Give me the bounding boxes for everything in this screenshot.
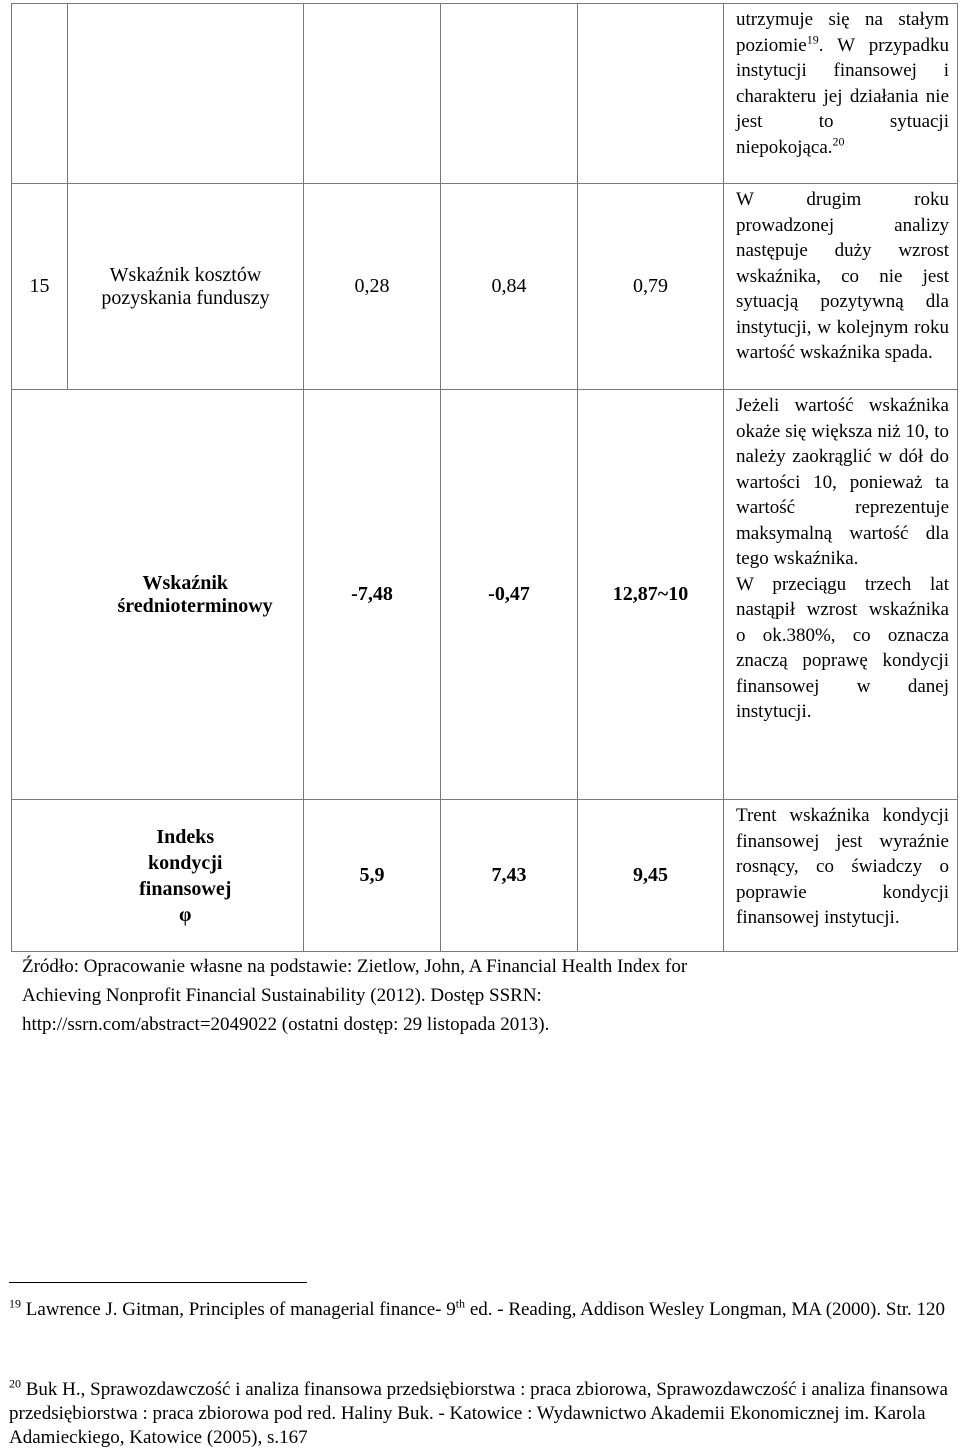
comment-cell: Trent wskaźnika kondycji finansowej jest wyraźnie rosnący, co świadczy o poprawie kondycji finansowej instytucji. [724,800,958,952]
footnote-text: ed. - Reading, Addison Wesley Longman, MA (2000). Str. 120 [465,1299,946,1320]
indicator-name-line: kondycji [148,851,223,874]
indicator-table [11,3,958,952]
source-line: http://ssrn.com/abstract=2049022 (ostatni dostęp: 29 listopada 2013). [22,1014,550,1035]
comment-text: . W przypadku instytucji finansowej i charakteru jej działania nie jest to sytuacji niepokojąca. [736,34,949,158]
footnote-separator [9,1282,307,1283]
source-line: Źródło: Opracowanie własne na podstawie: Zietlow, John, A Financial Health Index for [22,956,688,977]
table-row [12,800,958,952]
table-source-note [22,952,842,1039]
comment-cell [724,390,958,800]
value-cell: 5,9 [304,800,441,952]
footnote-ref: 20 [832,134,845,149]
source-line: Achieving Nonprofit Financial Sustainability (2012). Dostęp SSRN: [22,985,542,1006]
row-number-cell [12,4,68,184]
comment-cell [724,4,958,184]
comment-cell: W drugim roku prowadzonej analizy następuje duży wzrost wskaźnika, co nie jest sytuacją pozytywną dla instytucji, w kolejnym roku wartość wskaźnika spada. [724,184,958,390]
value-cell: 9,45 [578,800,724,952]
value-cell: -7,48 [304,390,441,800]
value-cell [578,4,724,184]
value-cell: 0,79 [578,184,724,390]
indicator-name-cell: Wskaźnik kosztów pozyskania funduszy [68,184,304,390]
value-cell [441,4,578,184]
comment-text: W przeciągu trzech lat nastąpił wzrost wskaźnika o ok.380%, co oznacza znaczą poprawę kondycji finansowej w danej instytucji. [736,573,949,722]
indicator-name-line: finansowej [139,877,232,900]
footnote-19 [9,1298,954,1322]
table-row [12,390,958,800]
row-number-cell [12,390,68,800]
footnote-number: 19 [9,1296,21,1311]
footnote-superscript: th [455,1296,466,1311]
indicator-name-cell: Wskaźnik średnioterminowy [68,390,304,800]
value-cell: 0,84 [441,184,578,390]
indicator-name-line: φ [179,903,192,926]
value-cell [304,4,441,184]
footnote-text: Buk H., Sprawozdawczość i analiza finansowa przedsiębiorstwa : praca zbiorowa, Sprawozdawczość i analiza finansowa przedsiębiorstwa : praca zbiorowa pod red. Haliny Buk. - Katowice : Wydawnictwo Akademii Ekonomicznej im. Karola Adamieckiego, Katowice (2005), s.167 [9,1379,948,1448]
row-number-cell [12,800,68,952]
value-cell: 7,43 [441,800,578,952]
footnote-text: Lawrence J. Gitman, Principles of managerial finance- 9 [25,1299,456,1320]
indicator-name-cell [68,4,304,184]
value-cell: 12,87~10 [578,390,724,800]
table-row [12,4,958,184]
value-cell: 0,28 [304,184,441,390]
footnote-number: 20 [9,1376,21,1391]
comment-text: Jeżeli wartość wskaźnika okaże się większa niż 10, to należy zaokrąglić w dół do wartości 10, ponieważ ta wartość reprezentuje maksymalną wartość dla tego wskaźnika. [736,395,949,569]
value-cell: -0,47 [441,390,578,800]
comment-text: utrzymuje się na stałym poziomie [736,9,949,56]
indicator-name-cell [68,800,304,952]
table-row [12,184,958,390]
row-number-cell: 15 [12,184,68,390]
indicator-name-line: Indeks [156,825,215,848]
footnote-20 [9,1378,954,1450]
footnote-ref: 19 [806,32,819,47]
